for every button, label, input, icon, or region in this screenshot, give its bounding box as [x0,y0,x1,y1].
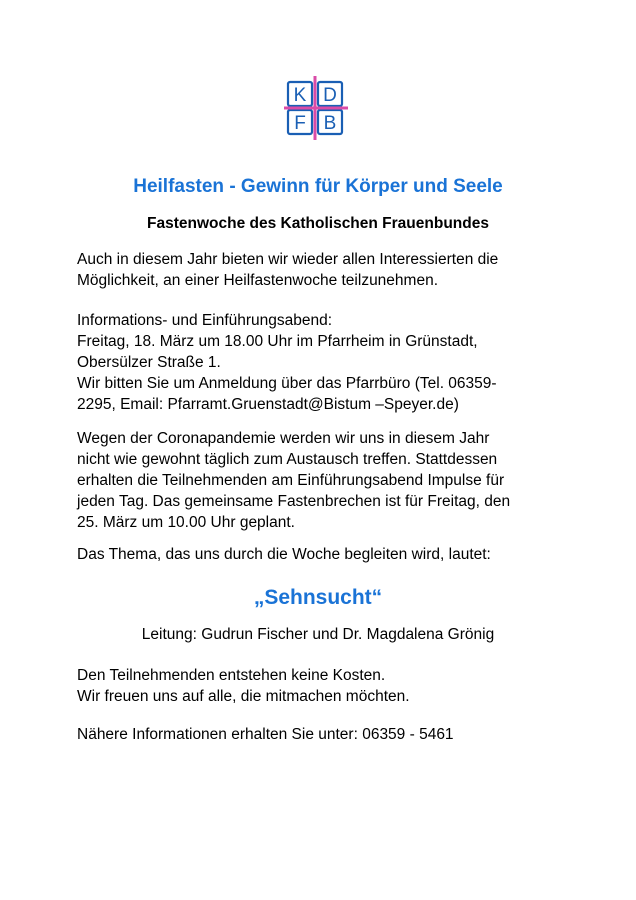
theme-intro-paragraph [77,544,577,565]
document-title: Heilfasten - Gewinn für Körper und Seele [133,176,503,197]
corona-paragraph [77,428,577,533]
corona-line: erhalten die Teilnehmenden am Einführungsabend Impulse für [77,472,505,489]
info-line: 2295, Email: Pfarramt.Gruenstadt@Bistum –Speyer.de) [77,396,459,413]
corona-line: Wegen der Coronapandemie werden wir uns in diesem Jahr [77,430,490,447]
logo-letter-f: F [294,113,306,134]
info-paragraph [77,310,577,415]
contact-paragraph [77,724,577,745]
info-line: Wir bitten Sie um Anmeldung über das Pfarrbüro (Tel. 06359- [77,375,497,392]
cost-line: Wir freuen uns auf alle, die mitmachen möchten. [77,688,410,705]
info-line: Obersülzer Straße 1. [77,354,221,371]
intro-line: Möglichkeit, an einer Heilfastenwoche teilzunehmen. [77,272,439,289]
theme-intro-line: Das Thema, das uns durch die Woche begleiten wird, lautet: [77,546,491,563]
cost-paragraph [77,665,577,707]
logo-letter-b: B [323,113,337,134]
intro-line: Auch in diesem Jahr bieten wir wieder allen Interessierten die [77,251,499,268]
corona-line: jeden Tag. Das gemeinsame Fastenbrechen ist für Freitag, den [77,493,511,510]
contact-line: Nähere Informationen erhalten Sie unter: 06359 - 5461 [77,726,454,743]
kdfb-logo [282,74,350,142]
cost-line: Den Teilnehmenden entstehen keine Kosten. [77,667,386,684]
logo-letter-k: K [293,85,307,106]
info-line: Freitag, 18. März um 18.00 Uhr im Pfarrheim in Grünstadt, [77,333,478,350]
theme-heading: „Sehnsucht“ [253,586,383,609]
info-line: Informations- und Einführungsabend: [77,312,333,329]
logo-letter-d: D [323,85,337,106]
document-subtitle: Fastenwoche des Katholischen Frauenbundes [147,215,489,232]
leader-line: Leitung: Gudrun Fischer und Dr. Magdalena Grönig [141,626,495,643]
corona-line: nicht wie gewohnt täglich zum Austausch treffen. Stattdessen [77,451,498,468]
kdfb-logo-graphic [282,74,350,142]
intro-paragraph [77,249,577,291]
corona-line: 25. März um 10.00 Uhr geplant. [77,514,295,531]
